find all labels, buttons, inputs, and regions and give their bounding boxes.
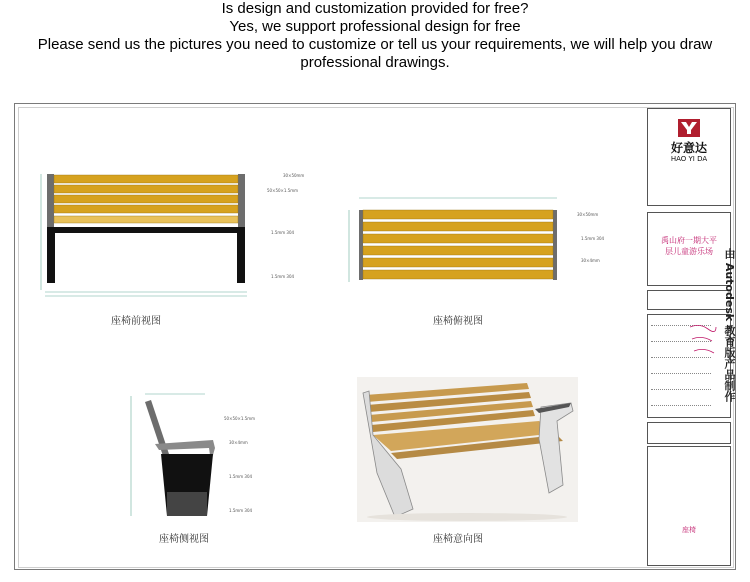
side-view-drawing [125, 392, 225, 522]
info-strip [647, 290, 731, 310]
front-note-4: 1.5mm 304 [271, 274, 295, 279]
side-note-2: 30×4mm [229, 440, 248, 445]
side-note-4: 1.5mm 304 [229, 508, 253, 513]
signature-scribble [688, 321, 718, 361]
sign-row [651, 389, 711, 391]
top-view-drawing [345, 196, 575, 286]
front-note-1: 30×50mm [283, 173, 305, 178]
top-view-caption: 座椅俯视图 [433, 316, 483, 327]
signature-box [647, 314, 731, 418]
bottom-note: 座椅 [682, 526, 696, 534]
project-name [648, 235, 730, 257]
header-instructions: Please send us the pictures you need to customize or tell us your requirements, we will help you draw professional drawings. [37, 36, 713, 71]
drawing-frame [18, 107, 734, 568]
project-box [647, 212, 731, 286]
brand-name-cn: 好意达 [670, 141, 707, 155]
sign-row [651, 373, 711, 375]
side-note-3: 1.5mm 304 [229, 474, 253, 479]
notes-box [647, 446, 731, 566]
front-view-caption: 座椅前视图 [111, 316, 161, 327]
sign-row [651, 405, 711, 407]
date-box [647, 422, 731, 444]
drawing-sheet [14, 103, 736, 570]
top-note-2: 1.5mm 304 [581, 236, 605, 241]
top-note-1: 30×50mm [577, 212, 599, 217]
autodesk-watermark: 由 Autodesk 教育版产品制作 [723, 248, 736, 403]
front-view-drawing [35, 170, 255, 300]
header-answer: Yes, we support professional design for free [229, 18, 521, 35]
front-note-3: 1.5mm 304 [271, 230, 295, 235]
brand-name-en: HAO YI DA [670, 155, 708, 163]
side-view-caption: 座椅侧视图 [159, 534, 209, 545]
side-note-1: 50×50×1.5mm [224, 416, 256, 421]
project-line-2: 层儿童游乐场 [665, 247, 713, 256]
top-note-3: 30×4mm [581, 258, 600, 263]
bench-render [357, 377, 578, 522]
perspective-render [357, 377, 578, 522]
logo-box [647, 108, 731, 206]
brand-logo-icon [678, 119, 700, 137]
front-note-2: 50×50×1.5mm [267, 188, 299, 193]
header [0, 0, 750, 72]
header-question: Is design and customization provided for free? [221, 0, 529, 17]
perspective-caption: 座椅意向图 [433, 534, 483, 545]
project-line-1: 禹山府一期大平 [661, 236, 717, 245]
